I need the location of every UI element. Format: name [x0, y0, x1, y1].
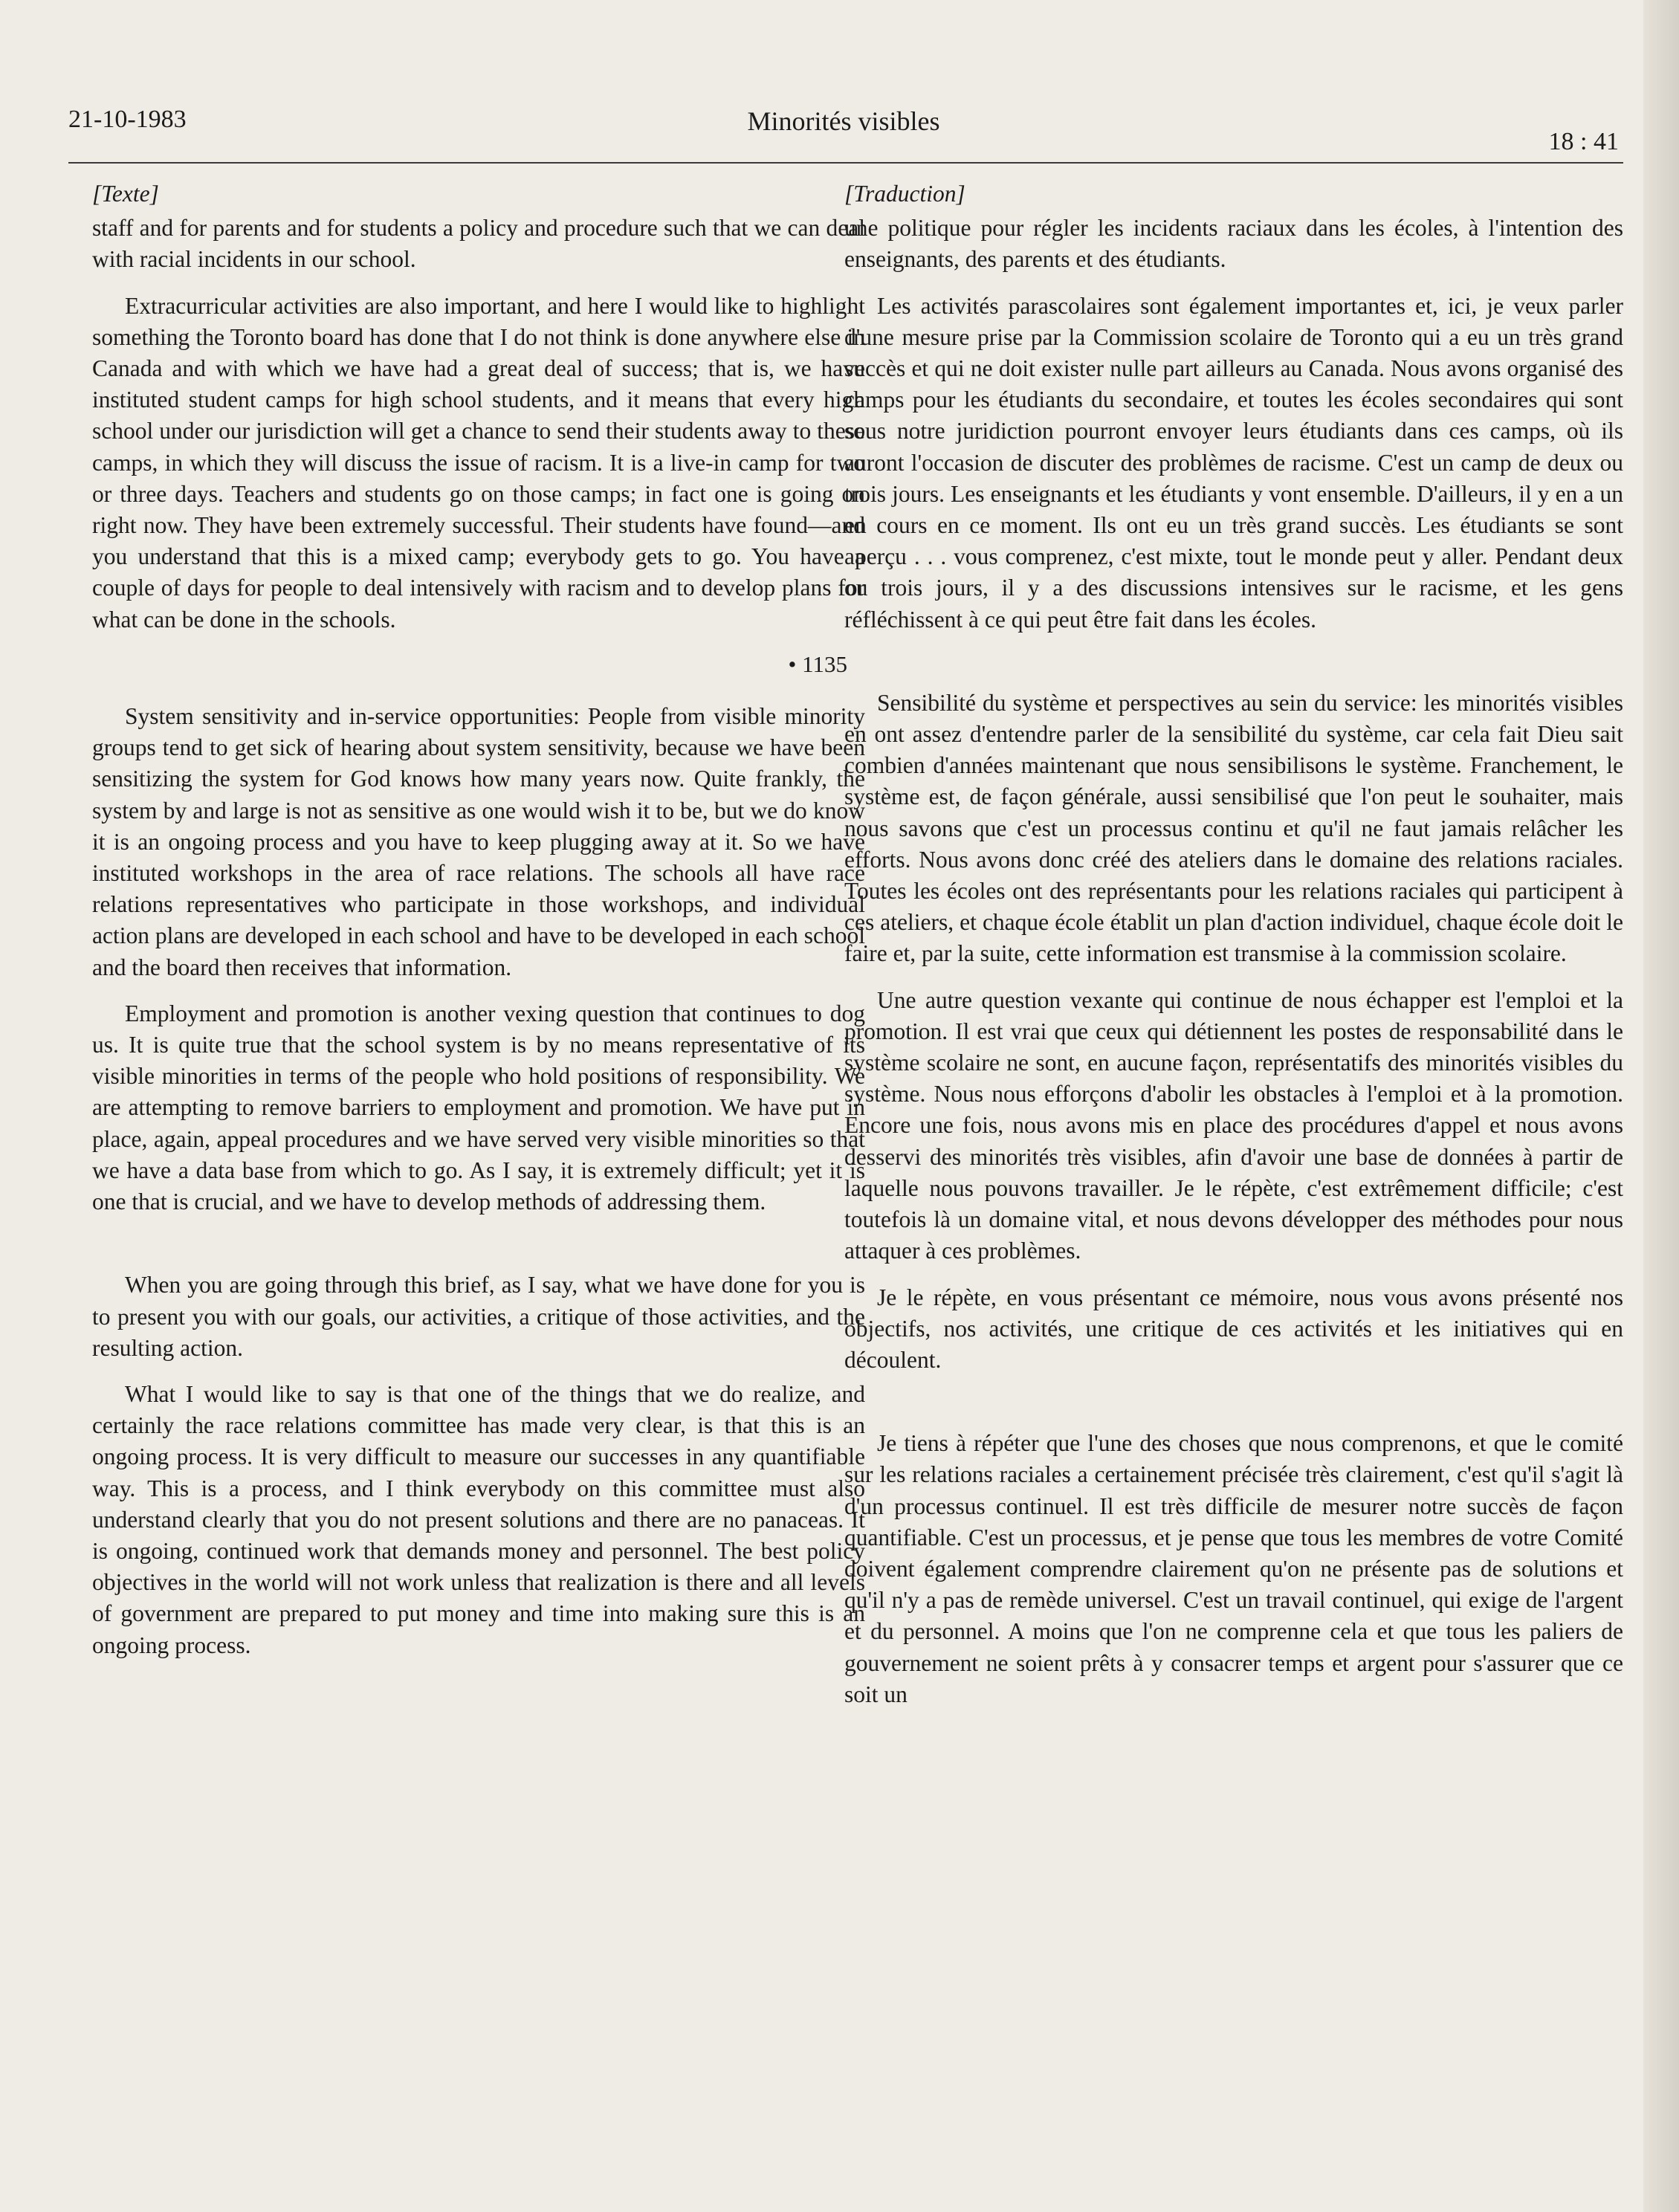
paragraph: Je le répète, en vous présentant ce mémoire, nous vous avons présenté nos objectifs, nos activités, une critique de ces activités et les initiatives qui en découlent. — [844, 1284, 1623, 1373]
paragraph: une politique pour régler les incidents raciaux dans les écoles, à l'intention des enseignants, des parents et des étudiants. — [844, 215, 1623, 273]
paragraph: What I would like to say is that one of the things that we do realize, and certainly the race relations committee has made very clear, is that this is an ongoing process. It is very difficult to measure our successes in any quantifiable way. This is a process, and I think everybody on this committee must also understand clearly that you do not present solutions and there are no panaceas. It is ongoing, continued work that demands money and personnel. The best policy objectives in the world will not work unless that realization is there and all levels of government are prepared to put money and time into making sure this is an ongoing process. — [92, 1380, 865, 1658]
time-marker: • 1135 — [788, 650, 847, 677]
paragraph: Extracurricular activities are also important, and here I would like to highlight something the Toronto board has done that I do not think is done anywhere else in Canada and with which we have had a great deal of success; that is, we have instituted student camps for high school students, and it means that every high school under our jurisdiction will get a chance to send their students away to these camps, in which they will discuss the issue of racism. It is a live-in camp for two or three days. Teachers and students go on those camps; in fact one is going on right now. They have been extremely successful. Their students have found—and you understand that this is a mixed camp; everybody gets to go. You have a couple of days for people to deal intensively with racism and to develop plans for what can be done in the schools. — [92, 292, 865, 633]
column-label-traduction: [Traduction] — [844, 181, 965, 207]
left-column-english — [92, 178, 865, 1661]
paragraph: Je tiens à répéter que l'une des choses que nous comprenons, et que le comité sur les relations raciales a certainement précisée très clairement, c'est qu'il s'agit là d'un processus continuel. Il est très difficile de mesurer notre succès de façon quantifiable. C'est un processus, et je pense que tous les membres de votre Comité doivent également comprendre clairement qu'on ne présente pas de solutions et qu'il n'y a pas de remède universel. C'est un travail continuel, qui exige de l'argent et du personnel. A moins que l'on ne comprenne cela et que tous les paliers de gouvernement ne soient prêts à y consacrer temps et argent pour s'assurer que ce soit un — [844, 1430, 1623, 1707]
header-title: Minorités visibles — [747, 106, 940, 136]
paragraph: System sensitivity and in-service opportunities: People from visible minority groups tend to get sick of hearing about system sensitivity, because we have been sensitizing the system for God knows how many years now. Quite frankly, the system by and large is not as sensitive as one would wish it to be, but we do know it is an ongoing process and you have to keep plugging away at it. So we have instituted workshops in the area of race relations. The schools all have race relations representatives who participate in those workshops, and individual action plans are developed in each school and have to be developed in each school and the board then receives that information. — [92, 703, 865, 980]
header-date: 21-10-1983 — [68, 106, 187, 133]
paragraph: Une autre question vexante qui continue de nous échapper est l'emploi et la promotion. Il est vrai que ceux qui détiennent les postes de responsabilité dans le système scolaire ne sont, en aucune façon, représentatifs des minorités visibles du système. Nous nous efforçons d'abolir les obstacles à l'emploi et à la promotion. Encore une fois, nous avons mis en place des procédures d'appel et nous avons desservi des minorités très visibles, afin d'avoir une base de données à partir de laquelle nous pouvons travailler. Je le répète, c'est extrêmement difficile; c'est toutefois là un domaine vital, et nous devons développer des méthodes pour nous attaquer à ces problèmes. — [844, 986, 1623, 1264]
column-label-texte: [Texte] — [92, 181, 159, 207]
header-page-number: 18 : 41 — [1548, 128, 1619, 155]
paragraph: staff and for parents and for students a policy and procedure such that we can deal with racial incidents in our school. — [92, 215, 865, 273]
paragraph: Employment and promotion is another vexing question that continues to dog us. It is quite true that the school system is by no means representative of its visible minorities in terms of the people who hold positions of responsibility. We are attempting to remove barriers to employment and promotion. We have put in place, again, appeal procedures and we have served very visible minorities so that we have a data base from which to go. As I say, it is extremely difficult; yet it is one that is crucial, and we have to develop methods of addressing them. — [92, 1000, 865, 1215]
paragraph: Les activités parascolaires sont également importantes et, ici, je veux parler d'une mesure prise par la Commission scolaire de Toronto qui a eu un très grand succès et qui ne doit exister nulle part ailleurs au Canada. Nous avons organisé des camps pour les étudiants du secondaire, et toutes les écoles secondaires qui sont sous notre juridiction pourront envoyer leurs étudiants dans ces camps, où ils auront l'occasion de discuter des problèmes de racisme. C'est un camp de deux ou trois jours. Les enseignants et les étudiants y vont ensemble. D'ailleurs, il y en a un en cours en ce moment. Ils ont eu un très grand succès. Les étudiants se sont aperçu . . . vous comprenez, c'est mixte, tout le monde peut y aller. Pendant deux ou trois jours, il y a des discussions intensives sur le racisme, et les gens réfléchissent à ce qui peut être fait dans les écoles. — [844, 292, 1623, 633]
page-header — [68, 106, 1619, 155]
paragraph: When you are going through this brief, as I say, what we have done for you is to present you with our goals, our activities, a critique of those activities, and the resulting action. — [92, 1272, 865, 1361]
page-edge-shadow — [1643, 0, 1679, 2212]
right-column-french — [844, 178, 1623, 1710]
header-rule — [68, 162, 1623, 164]
paragraph: Sensibilité du système et perspectives au sein du service: les minorités visibles en ont assez d'entendre parler de la sensibilité du système, car cela fait Dieu sait combien d'années maintenant que nous sensibilisons le système. Franchement, le système est, de façon générale, aussi sensibilisé que l'on peut le souhaiter, mais nous savons que c'est un processus continu et qu'il ne faut jamais relâcher les efforts. Nous avons donc créé des ateliers dans le domaine des relations raciales. Toutes les écoles ont des représentants pour les relations raciales qui participent à ces ateliers, et chaque école établit un plan d'action individuel, chaque école doit le faire et, par la suite, cette information est transmise à la commission scolaire. — [844, 689, 1623, 967]
